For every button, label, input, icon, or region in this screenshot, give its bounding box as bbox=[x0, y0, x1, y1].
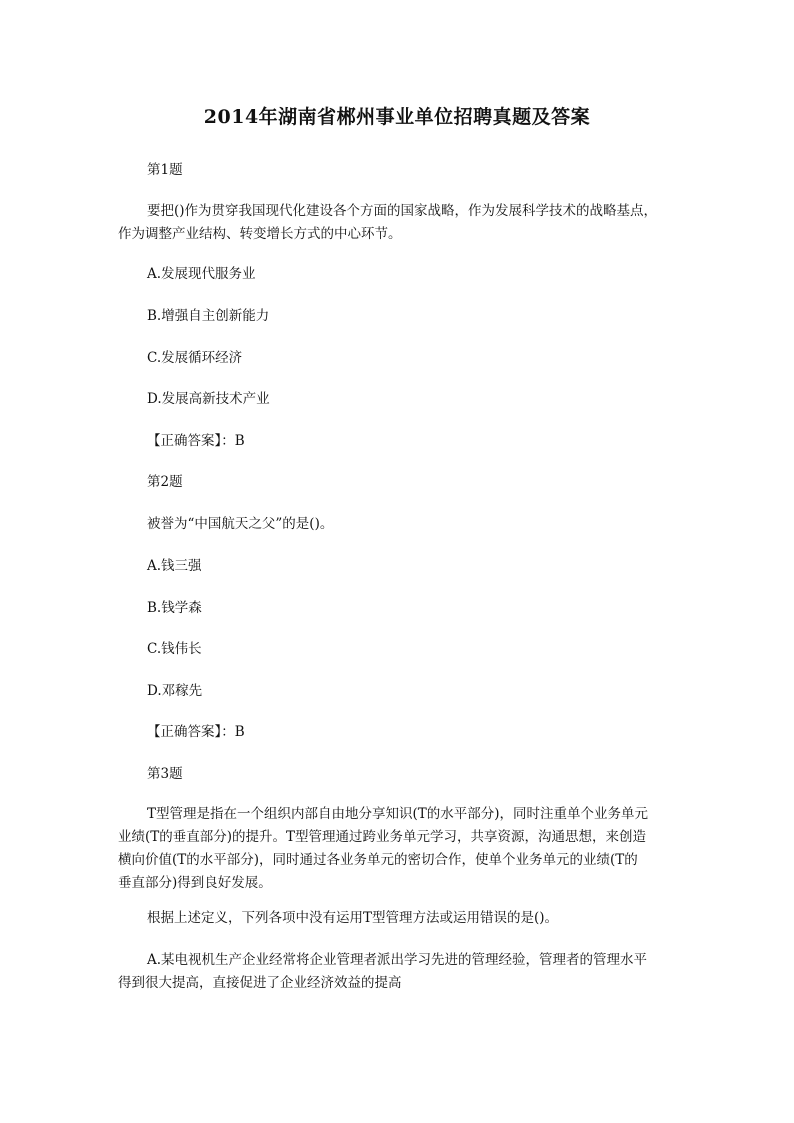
q2-stem: 被誉为“中国航天之父”的是()。 bbox=[147, 516, 334, 532]
q3-def-line4: 垂直部分)得到良好发展。 bbox=[118, 875, 272, 891]
q3-question: 根据上述定义，下列各项中没有运用T型管理方法或运用错误的是()。 bbox=[147, 910, 559, 926]
document-title: 2014年湖南省郴州事业单位招聘真题及答案 bbox=[203, 106, 591, 128]
q3-heading: 第3题 bbox=[147, 766, 183, 782]
q3-definition bbox=[118, 803, 678, 895]
q1-option-d: D.发展高新技术产业 bbox=[147, 391, 270, 407]
q3-option-a-line1: A.某电视机生产企业经常将企业管理者派出学习先进的管理经验，管理者的管理水平 bbox=[147, 952, 648, 968]
q1-option-a: A.发展现代服务业 bbox=[147, 266, 256, 282]
q1-option-b: B.增强自主创新能力 bbox=[147, 308, 270, 324]
q1-heading: 第1题 bbox=[147, 162, 183, 178]
q1-answer: 【正确答案】：B bbox=[147, 433, 245, 449]
q1-stem-line1: 要把()作为贯穿我国现代化建设各个方面的国家战略，作为发展科学技术的战略基点， bbox=[147, 203, 658, 219]
q3-def-line3: 横向价值(T的水平部分)，同时通过各业务单元的密切合作，使单个业务单元的业绩(T的 bbox=[118, 852, 638, 868]
q2-option-a: A.钱三强 bbox=[147, 558, 202, 574]
q2-option-c: C.钱伟长 bbox=[147, 641, 202, 657]
q3-option-a-line2: 得到很大提高，直接促进了企业经济效益的提高 bbox=[118, 975, 402, 991]
q1-stem bbox=[118, 200, 678, 246]
q2-heading: 第2题 bbox=[147, 474, 183, 490]
q2-option-d: D.邓稼先 bbox=[147, 683, 203, 699]
q3-option-a bbox=[118, 949, 678, 995]
q1-option-c: C.发展循环经济 bbox=[147, 350, 243, 366]
q2-option-b: B.钱学森 bbox=[147, 600, 202, 616]
q1-stem-line2: 作为调整产业结构、转变增长方式的中心环节。 bbox=[118, 226, 402, 242]
q2-answer: 【正确答案】：B bbox=[147, 724, 245, 740]
q3-def-line1: T型管理是指在一个组织内部自由地分享知识(T的水平部分)，同时注重单个业务单元 bbox=[147, 806, 649, 822]
q3-def-line2: 业绩(T的垂直部分)的提升。T型管理通过跨业务单元学习，共享资源，沟通思想，来创造 bbox=[118, 829, 647, 845]
